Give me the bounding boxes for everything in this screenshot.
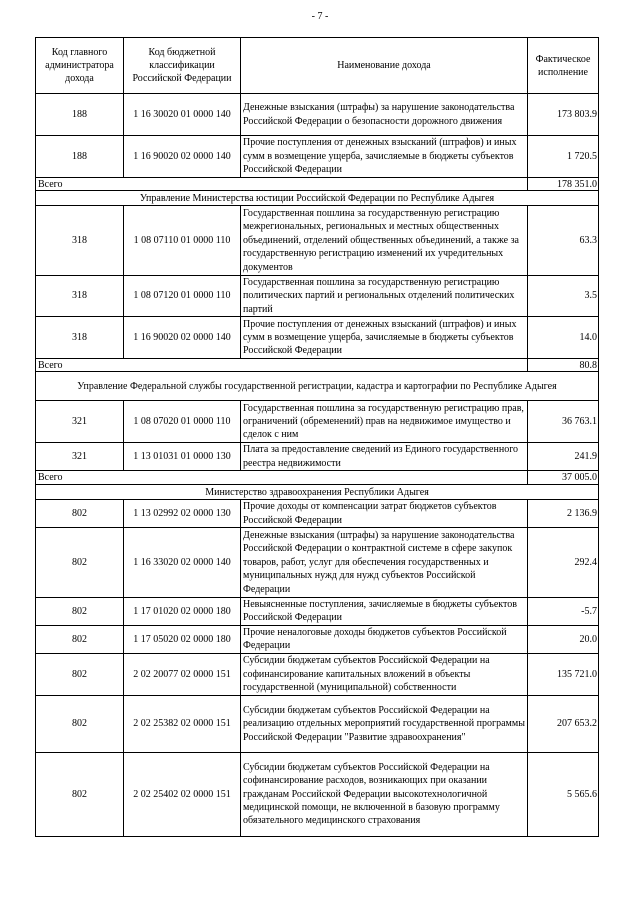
actual-value-cell: 20.0 bbox=[528, 625, 599, 653]
actual-value-cell: 241.9 bbox=[528, 443, 599, 471]
admin-code-cell: 802 bbox=[36, 500, 124, 528]
section-title-row bbox=[36, 372, 599, 401]
revenue-name-cell: Государственная пошлина за государственную регистрацию межрегиональных, региональных и местных общественных объединений, отделений общественных объединений, а также за государственную регистрацию изменений их учредительных документов bbox=[241, 206, 528, 276]
revenue-name-cell: Субсидии бюджетам субъектов Российской Федерации на софинансирование капитальных вложений в объекты государственной (муниципальной) собственности bbox=[241, 653, 528, 695]
table-row bbox=[36, 443, 599, 471]
budget-class-cell: 1 13 01031 01 0000 130 bbox=[124, 443, 241, 471]
admin-code-cell: 802 bbox=[36, 598, 124, 626]
table-row bbox=[36, 94, 599, 136]
admin-code-cell: 802 bbox=[36, 528, 124, 598]
table-row bbox=[36, 500, 599, 528]
budget-class-cell: 1 16 90020 02 0000 140 bbox=[124, 136, 241, 178]
actual-value-cell: 36 763.1 bbox=[528, 401, 599, 443]
budget-class-cell: 2 02 25402 02 0000 151 bbox=[124, 752, 241, 836]
table-header-row bbox=[36, 38, 599, 94]
revenue-name-cell: Прочие неналоговые доходы бюджетов субъектов Российской Федерации bbox=[241, 625, 528, 653]
admin-code-cell: 802 bbox=[36, 695, 124, 752]
section-title-row bbox=[36, 191, 599, 206]
revenue-name-cell: Денежные взыскания (штрафы) за нарушение законодательства Российской Федерации о безопасности дорожного движения bbox=[241, 94, 528, 136]
table-row bbox=[36, 276, 599, 317]
revenue-name-cell: Прочие доходы от компенсации затрат бюджетов субъектов Российской Федерации bbox=[241, 500, 528, 528]
total-value: 37 005.0 bbox=[528, 471, 599, 485]
total-row bbox=[36, 359, 599, 372]
revenue-name-cell: Субсидии бюджетам субъектов Российской Федерации на реализацию отдельных мероприятий государственной программы Российской Федерации "Развитие здравоохранения" bbox=[241, 695, 528, 752]
revenue-name-cell: Субсидии бюджетам субъектов Российской Федерации на софинансирование расходов, возникающих при оказании гражданам Российской Федерации высокотехнологичной медицинской помощи, не включенной в базовую программу обязательного медицинского страхования bbox=[241, 752, 528, 836]
table-row bbox=[36, 653, 599, 695]
actual-value-cell: 3.5 bbox=[528, 276, 599, 317]
admin-code-cell: 802 bbox=[36, 752, 124, 836]
actual-value-cell: 14.0 bbox=[528, 317, 599, 359]
budget-class-cell: 1 16 30020 01 0000 140 bbox=[124, 94, 241, 136]
actual-value-cell: 135 721.0 bbox=[528, 653, 599, 695]
table-row bbox=[36, 136, 599, 178]
actual-value-cell: 173 803.9 bbox=[528, 94, 599, 136]
total-label: Всего bbox=[36, 471, 528, 485]
admin-code-cell: 318 bbox=[36, 317, 124, 359]
revenue-table bbox=[35, 37, 599, 837]
budget-class-cell: 1 08 07110 01 0000 110 bbox=[124, 206, 241, 276]
admin-code-cell: 802 bbox=[36, 653, 124, 695]
total-label: Всего bbox=[36, 359, 528, 372]
table-row bbox=[36, 695, 599, 752]
budget-class-cell: 1 16 33020 02 0000 140 bbox=[124, 528, 241, 598]
total-row bbox=[36, 178, 599, 191]
header-admin-code: Код главного администратора дохода bbox=[36, 38, 124, 94]
actual-value-cell: 1 720.5 bbox=[528, 136, 599, 178]
page-number: - 7 - bbox=[311, 11, 329, 22]
section-title: Министерство здравоохранения Республики Адыгея bbox=[36, 485, 599, 500]
admin-code-cell: 802 bbox=[36, 625, 124, 653]
budget-class-cell: 1 17 05020 02 0000 180 bbox=[124, 625, 241, 653]
revenue-name-cell: Невыясненные поступления, зачисляемые в бюджеты субъектов Российской Федерации bbox=[241, 598, 528, 626]
section-title: Управление Министерства юстиции Российской Федерации по Республике Адыгея bbox=[36, 191, 599, 206]
table-row bbox=[36, 401, 599, 443]
header-budget-class: Код бюджетной классификации Российской Федерации bbox=[124, 38, 241, 94]
revenue-name-cell: Прочие поступления от денежных взысканий (штрафов) и иных сумм в возмещение ущерба, зачисляемые в бюджеты субъектов Российской Федерации bbox=[241, 136, 528, 178]
budget-class-cell: 1 17 01020 02 0000 180 bbox=[124, 598, 241, 626]
header-revenue-name: Наименование дохода bbox=[241, 38, 528, 94]
budget-class-cell: 1 08 07020 01 0000 110 bbox=[124, 401, 241, 443]
table-row bbox=[36, 752, 599, 836]
budget-class-cell: 1 16 90020 02 0000 140 bbox=[124, 317, 241, 359]
actual-value-cell: 292.4 bbox=[528, 528, 599, 598]
revenue-name-cell: Плата за предоставление сведений из Единого государственного реестра недвижимости bbox=[241, 443, 528, 471]
section-title: Управление Федеральной службы государственной регистрации, кадастра и картографии по Республике Адыгея bbox=[36, 372, 599, 401]
actual-value-cell: 2 136.9 bbox=[528, 500, 599, 528]
revenue-name-cell: Прочие поступления от денежных взысканий (штрафов) и иных сумм в возмещение ущерба, зачисляемые в бюджеты субъектов Российской Федерации bbox=[241, 317, 528, 359]
header-actual: Фактическое исполнение bbox=[528, 38, 599, 94]
actual-value-cell: -5.7 bbox=[528, 598, 599, 626]
admin-code-cell: 188 bbox=[36, 94, 124, 136]
table-row bbox=[36, 598, 599, 626]
revenue-name-cell: Денежные взыскания (штрафы) за нарушение законодательства Российской Федерации о контрактной системе в сфере закупок товаров, работ, услуг для обеспечения государственных и муниципальных нужд для нужд субъектов Российской Федерации bbox=[241, 528, 528, 598]
admin-code-cell: 321 bbox=[36, 401, 124, 443]
table-body bbox=[36, 94, 599, 837]
table-row bbox=[36, 528, 599, 598]
admin-code-cell: 318 bbox=[36, 276, 124, 317]
total-value: 178 351.0 bbox=[528, 178, 599, 191]
table-row bbox=[36, 625, 599, 653]
budget-class-cell: 2 02 20077 02 0000 151 bbox=[124, 653, 241, 695]
total-row bbox=[36, 471, 599, 485]
actual-value-cell: 207 653.2 bbox=[528, 695, 599, 752]
admin-code-cell: 188 bbox=[36, 136, 124, 178]
actual-value-cell: 5 565.6 bbox=[528, 752, 599, 836]
revenue-name-cell: Государственная пошлина за государственную регистрацию прав, ограничений (обременений) прав на недвижимое имущество и сделок с ним bbox=[241, 401, 528, 443]
total-value: 80.8 bbox=[528, 359, 599, 372]
table-row bbox=[36, 317, 599, 359]
table-row bbox=[36, 206, 599, 276]
budget-class-cell: 1 08 07120 01 0000 110 bbox=[124, 276, 241, 317]
admin-code-cell: 321 bbox=[36, 443, 124, 471]
budget-class-cell: 1 13 02992 02 0000 130 bbox=[124, 500, 241, 528]
total-label: Всего bbox=[36, 178, 528, 191]
admin-code-cell: 318 bbox=[36, 206, 124, 276]
budget-class-cell: 2 02 25382 02 0000 151 bbox=[124, 695, 241, 752]
section-title-row bbox=[36, 485, 599, 500]
revenue-name-cell: Государственная пошлина за государственную регистрацию политических партий и региональных отделений политических партий bbox=[241, 276, 528, 317]
actual-value-cell: 63.3 bbox=[528, 206, 599, 276]
